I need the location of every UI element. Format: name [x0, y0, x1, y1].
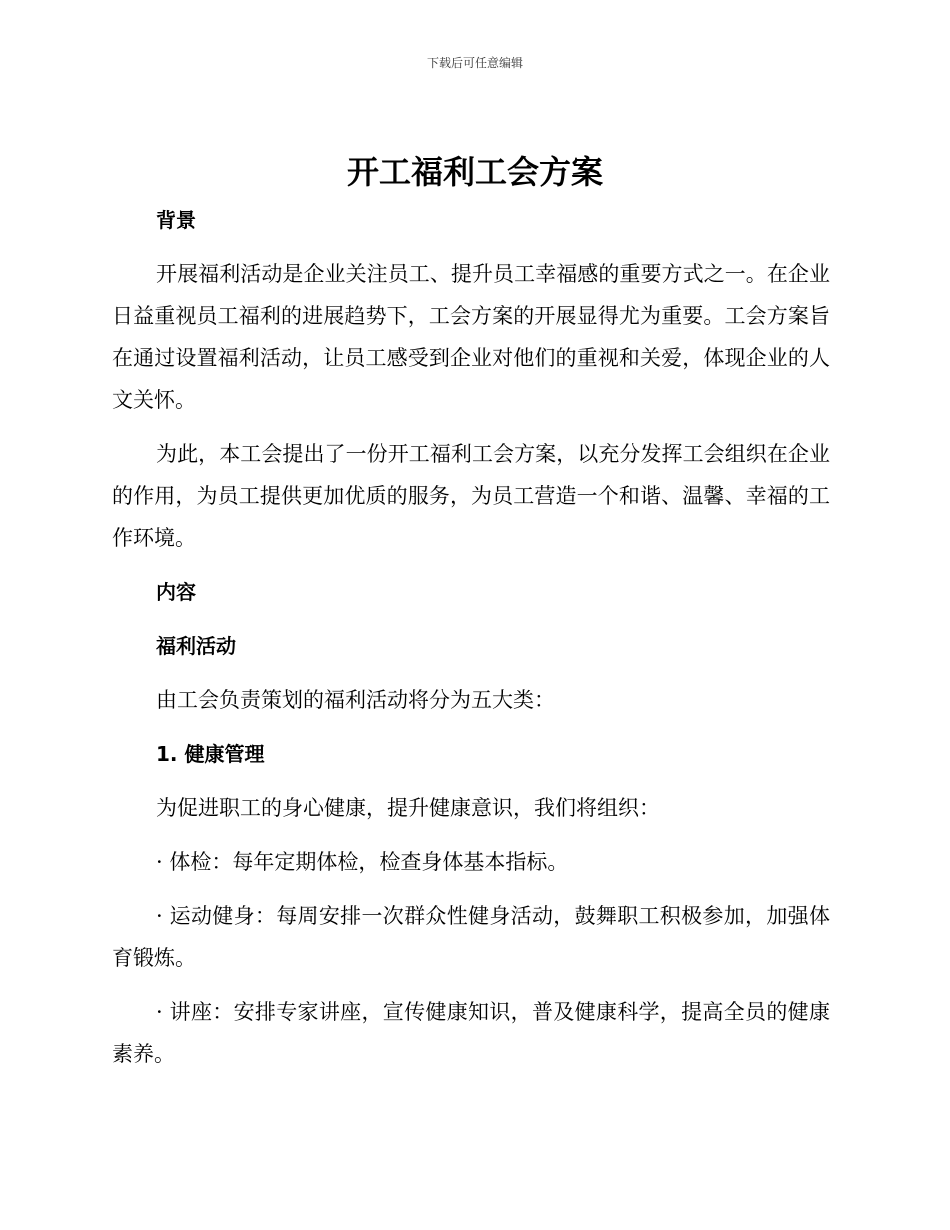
section-heading-welfare: 福利活动	[156, 634, 236, 658]
header-note: 下载后可任意编辑	[426, 56, 523, 70]
list-item-fitness: · 运动健身：每周安排一次群众性健身活动，鼓舞职工积极参加，加强体育锻炼。	[112, 904, 830, 970]
paragraph-welfare-intro: 由工会负责策划的福利活动将分为五大类：	[156, 688, 555, 712]
paragraph-background-2: 为此，本工会提出了一份开工福利工会方案，以充分发挥工会组织在企业的作用，为员工提供更加优质的服务，为员工营造一个和谐、温馨、幸福的工作环境。	[112, 442, 830, 550]
section-heading-health: 1. 健康管理	[156, 742, 265, 766]
page-title: 开工福利工会方案	[346, 153, 603, 191]
list-item-lecture: · 讲座：安排专家讲座，宣传健康知识，普及健康科学，提高全员的健康素养。	[112, 1000, 830, 1066]
paragraph-health-intro: 为促进职工的身心健康，提升健康意识，我们将组织：	[156, 796, 660, 820]
document-body	[112, 199, 830, 1087]
list-item-checkup: · 体检：每年定期体检，检查身体基本指标。	[156, 850, 569, 874]
section-heading-background: 背景	[156, 208, 196, 232]
paragraph-background-1: 开展福利活动是企业关注员工、提升员工幸福感的重要方式之一。在企业日益重视员工福利的进展趋势下，工会方案的开展显得尤为重要。工会方案旨在通过设置福利活动，让员工感受到企业对他们的重视和关爱，体现企业的人文关怀。	[112, 262, 830, 412]
section-heading-content: 内容	[156, 580, 196, 604]
